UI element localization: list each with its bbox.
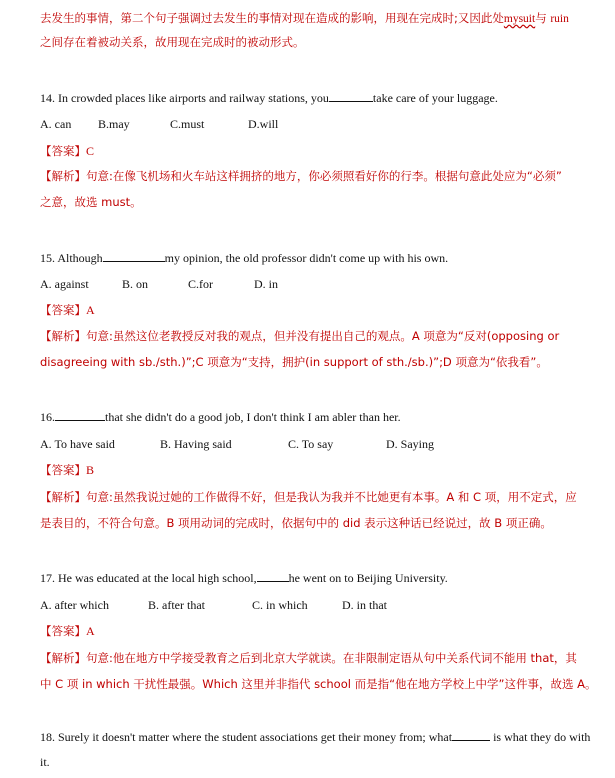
q16-analysis-1: 【解析】句意:虽然我说过她的工作做得不好，但是我认为我并不比她更有本事。A 和 C 项，用不定式，应: [40, 490, 577, 504]
q15-option-a: A. against: [40, 277, 89, 291]
q17-analysis-2: 中 C 项 in which 干扰性最强。Which 这里并非指代 school 而是指“他在地方学校上中学”这件事，故选 A。: [40, 677, 597, 691]
q14-option-c: C.must: [170, 117, 205, 131]
q15-options: [40, 276, 595, 292]
q18-stem-continued: it.: [40, 755, 50, 769]
q14-options: [40, 116, 595, 132]
q14-analysis-2: 之意，故选 must。: [40, 195, 142, 209]
q16-stem: 16. that she didn't do a good job, I don't think I am abler than her.: [40, 410, 401, 424]
q17-options: [40, 597, 595, 613]
q17-blank: [257, 570, 289, 582]
q17-option-a: A. after which: [40, 598, 109, 612]
q17-option-c: C. in which: [252, 598, 308, 612]
q14-blank: [329, 90, 373, 102]
q16-option-a: A. To have said: [40, 437, 115, 451]
q18-blank: [452, 729, 490, 741]
q17-stem: 17. He was educated at the local high school, he went on to Beijing University.: [40, 571, 448, 585]
q14-analysis-1: 【解析】句意:在像飞机场和火车站这样拥挤的地方，你必须照看好你的行李。根据句意此处应为“必须”: [40, 169, 562, 183]
q16-option-d: D. Saying: [386, 437, 434, 451]
q14-option-d: D.will: [248, 117, 279, 131]
q14-stem: 14. In crowded places like airports and railway stations, you take care of your luggage.: [40, 91, 498, 105]
q16-option-b: B. Having said: [160, 437, 232, 451]
q17-answer: 【答案】A: [40, 624, 95, 638]
q17-option-d: D. in that: [342, 598, 387, 612]
q15-option-d: D. in: [254, 277, 278, 291]
q16-blank: [55, 409, 105, 421]
q16-options: [40, 436, 595, 452]
q17-option-b: B. after that: [148, 598, 205, 612]
q17-analysis-1: 【解析】句意:他在地方中学接受教育之后到北京大学就读。在非限制定语从句中关系代词不能用 that，其: [40, 651, 577, 665]
q15-option-c: C.for: [188, 277, 213, 291]
q15-stem: 15. Although my opinion, the old professor didn't come up with his own.: [40, 251, 449, 265]
q14-option-a: A. can: [40, 117, 72, 131]
q14-answer: 【答案】C: [40, 144, 95, 158]
q14-option-b: B.may: [98, 117, 130, 131]
q16-option-c: C. To say: [288, 437, 334, 451]
q16-answer: 【答案】B: [40, 463, 95, 477]
intro-word-mysuit: mysuit: [503, 13, 536, 25]
intro-word-ruin: ruin: [550, 13, 569, 25]
intro-line-1: 去发生的事情，第二个句子强调过去发生的事情对现在造成的影响，用现在完成时;又因此处mysuit与 ruin: [40, 11, 569, 25]
q15-analysis-2: disagreeing with sb./sth.)”;C 项意为“支持，拥护(in support of sth./sb.)”;D 项意为“依我看”。: [40, 355, 548, 369]
q18-stem: 18. Surely it doesn't matter where the student associations get their money from; what is what they do with: [40, 730, 591, 744]
q15-answer: 【答案】A: [40, 303, 95, 317]
intro-line-2: 之间存在着被动关系，故用现在完成时的被动形式。: [40, 35, 305, 49]
q16-analysis-2: 是表目的，不符合句意。B 项用动词的完成时，依据句中的 did 表示这种话已经说过，故 B 项正确。: [40, 516, 552, 530]
q15-option-b: B. on: [122, 277, 149, 291]
q15-blank: [103, 250, 165, 262]
q15-analysis-1: 【解析】句意:虽然这位老教授反对我的观点，但并没有提出自己的观点。A 项意为“反对(opposing or: [40, 329, 560, 343]
